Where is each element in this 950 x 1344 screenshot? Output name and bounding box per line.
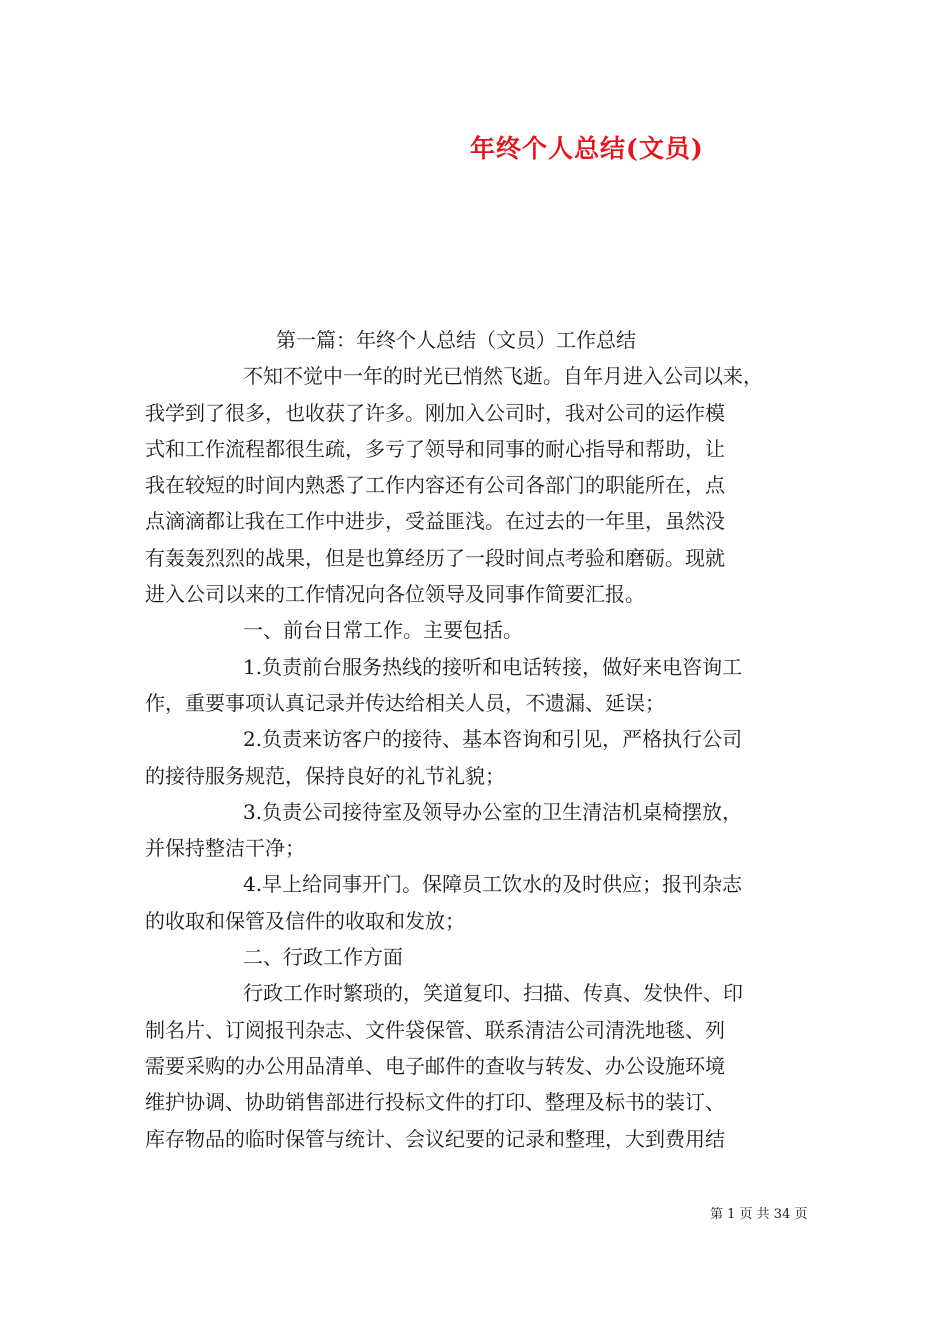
paragraph-line: 有轰轰烈烈的战果，但是也算经历了一段时间点考验和磨砺。现就 [145,545,725,570]
document-body [145,322,807,1157]
list-item-line: 1.负责前台服务热线的接听和电话转接，做好来电咨询工 [243,654,743,679]
paragraph-line: 行政工作时繁琐的，笑道复印、扫描、传真、发快件、印 [243,981,743,1006]
list-item-line: 2.负责来访客户的接待、基本咨询和引见，严格执行公司 [243,727,743,752]
paragraph-line: 式和工作流程都很生疏，多亏了领导和同事的耐心指导和帮助，让 [145,436,725,461]
paragraph-line: 制名片、订阅报刊杂志、文件袋保管、联系清洁公司清洗地毯、列 [145,1017,725,1042]
list-item-line: 并保持整洁干净； [145,836,305,861]
subsection-heading: 一、前台日常工作。主要包括。 [243,618,523,643]
paragraph-line: 不知不觉中一年的时光已悄然飞逝。自年月进入公司以来， [243,364,763,389]
list-item-line: 的收取和保管及信件的收取和发放； [145,908,465,933]
section-heading: 第一篇：年终个人总结（文员）工作总结 [276,328,636,352]
paragraph-line: 维护协调、协助销售部进行投标文件的打印、整理及标书的装订、 [145,1090,725,1115]
list-item-line: 的接待服务规范，保持良好的礼节礼貌； [145,763,505,788]
paragraph-line: 进入公司以来的工作情况向各位领导及同事作简要汇报。 [145,582,645,607]
list-item-line: 作，重要事项认真记录并传达给相关人员，不遗漏、延误； [145,690,665,715]
paragraph-line: 库存物品的临时保管与统计、会议纪要的记录和整理，大到费用结 [145,1126,725,1151]
paragraph-line: 我学到了很多，也收获了许多。刚加入公司时，我对公司的运作模 [145,400,725,425]
list-item-line: 3.负责公司接待室及领导办公室的卫生清洁机桌椅摆放， [243,799,743,824]
paragraph-line: 点滴滴都让我在工作中进步，受益匪浅。在过去的一年里，虽然没 [145,509,725,534]
subsection-heading: 二、行政工作方面 [243,945,403,970]
page-footer: 第 1 页 共 34 页 [710,1207,808,1222]
paragraph-line: 需要采购的办公用品清单、电子邮件的查收与转发、办公设施环境 [145,1053,725,1078]
document-title: 年终个人总结(文员) [470,134,704,163]
paragraph-line: 我在较短的时间内熟悉了工作内容还有公司各部门的职能所在，点 [145,473,725,498]
list-item-line: 4.早上给同事开门。保障员工饮水的及时供应；报刊杂志 [243,872,743,897]
